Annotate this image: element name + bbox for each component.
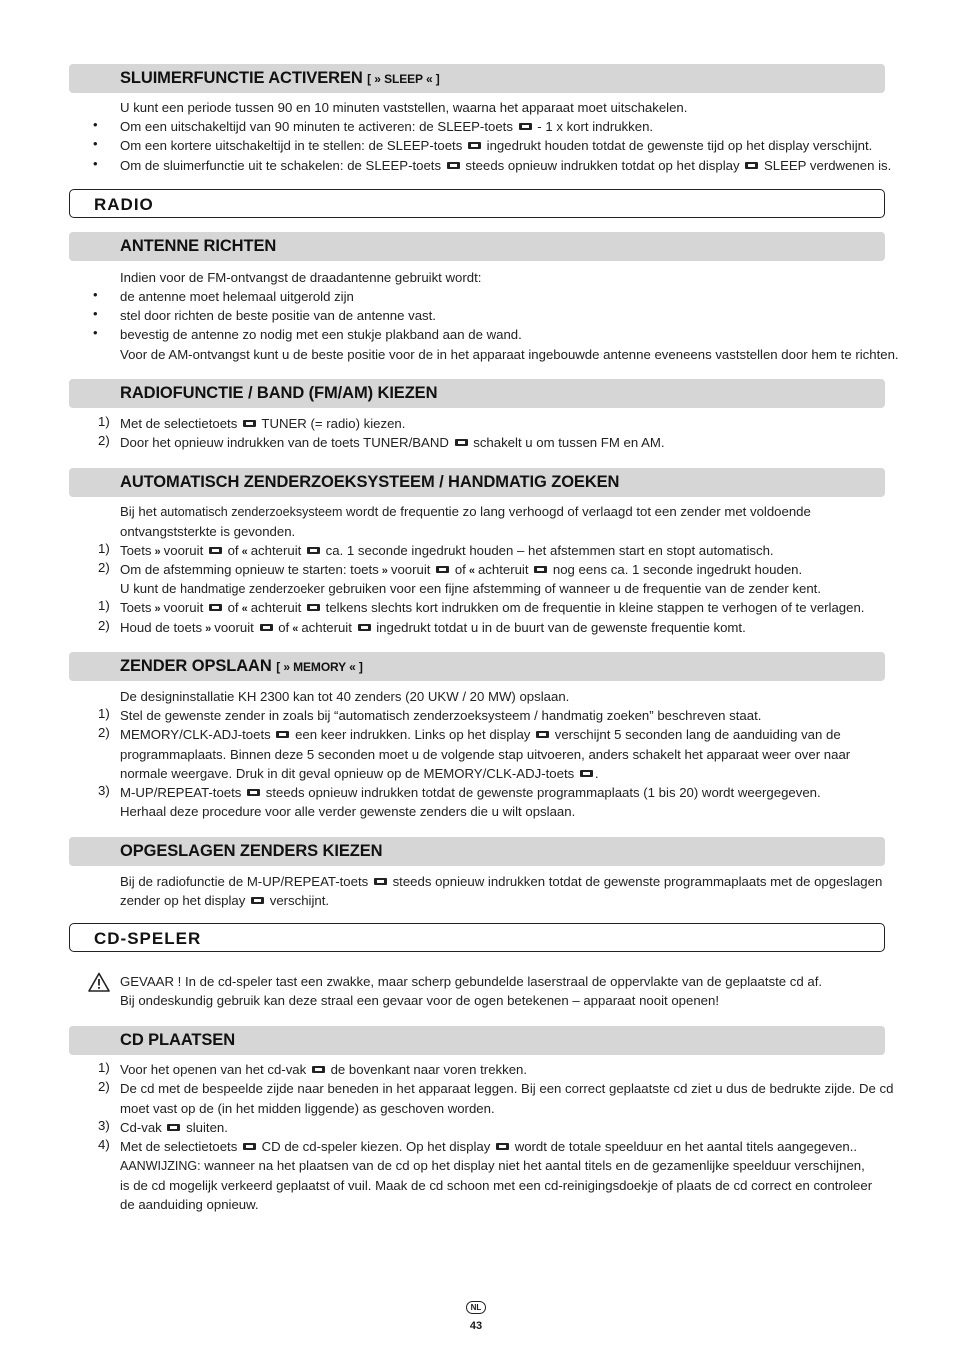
- step-number: 2): [98, 1079, 110, 1094]
- step-text: de aanduiding opnieuw.: [120, 1197, 259, 1212]
- step-text: Cd-vak sluiten.: [120, 1120, 228, 1135]
- back-icon: «: [241, 603, 248, 615]
- heading-text: CD PLAATSEN: [120, 1031, 236, 1049]
- bullet-text: bevestig de antenne zo nodig met een stukje plakband aan de wand.: [120, 327, 522, 342]
- warning-text: Bij ondeskundig gebruik kan deze straal een gevaar voor de ogen betekenen – apparaat nooit openen!: [120, 993, 720, 1008]
- step-number: 2): [98, 433, 110, 448]
- step-text: Toets » vooruit of « achteruit ca. 1 seconde ingedrukt houden – het afstemmen start en stopt automatisch.: [120, 543, 774, 558]
- forward-icon: »: [381, 565, 388, 577]
- paragraph: Indien voor de FM-ontvangst de draadantenne gebruikt wordt:: [120, 270, 482, 285]
- language-badge: NL: [466, 1301, 486, 1314]
- step-number: 3): [98, 1118, 110, 1133]
- bullet: •: [93, 136, 98, 151]
- step-text: Houd de toets » vooruit of « achteruit ingedrukt totdat u in de buurt van de gewenste frequentie komt.: [120, 620, 746, 635]
- paragraph: Voor de AM-ontvangst kunt u de beste positie voor de in het apparaat ingebouwde antenne eveneens vaststellen door hem te richten.: [120, 347, 899, 362]
- bullet: •: [93, 325, 98, 340]
- page-number: 43: [469, 1320, 483, 1332]
- chapter-heading-radio: [69, 189, 885, 218]
- display-icon: [251, 897, 264, 904]
- key-icon: [167, 1124, 180, 1131]
- section-heading-antenne: [69, 232, 885, 261]
- key-icon: [307, 547, 320, 554]
- step-number: 2): [98, 560, 110, 575]
- section-heading-sleep: [69, 64, 885, 93]
- step-number: 1): [98, 541, 110, 556]
- key-icon: [260, 624, 273, 631]
- section-heading-memory: [69, 652, 885, 681]
- chapter-heading-cd: [69, 923, 885, 952]
- section-heading-band: [69, 379, 885, 408]
- paragraph: ontvangststerkte is gevonden.: [120, 524, 296, 539]
- key-icon: [209, 604, 222, 611]
- bullet-text: Om een uitschakeltijd van 90 minuten te activeren: de SLEEP-toets - 1 x kort indrukken.: [120, 119, 654, 134]
- bullet: •: [93, 156, 98, 171]
- step-number: 4): [98, 1137, 110, 1152]
- step-text: Om de afstemming opnieuw te starten: toets » vooruit of « achteruit nog eens ca. 1 seconde ingedrukt houden.: [120, 562, 803, 577]
- key-icon: [374, 878, 387, 885]
- chapter-title: RADIO: [94, 195, 154, 214]
- key-icon: [307, 604, 320, 611]
- key-icon: [312, 1066, 325, 1073]
- key-icon: [243, 420, 256, 427]
- display-icon: [745, 162, 758, 169]
- back-icon: «: [468, 565, 475, 577]
- bullet-text: de antenne moet helemaal uitgerold zijn: [120, 289, 354, 304]
- key-icon: [455, 439, 468, 446]
- step-text: De cd met de bespeelde zijde naar beneden in het apparaat leggen. Bij een correct geplaatste cd ziet u dus de bedrukte zijde. De cd: [120, 1081, 894, 1096]
- heading-text: RADIOFUNCTIE / BAND (FM/AM) KIEZEN: [120, 384, 438, 402]
- key-icon: [358, 624, 371, 631]
- step-text: AANWIJZING: wanneer na het plaatsen van de cd op het display niet het aantal titels en de gezamenlijke speelduur verschijnen,: [120, 1158, 865, 1173]
- forward-icon: »: [154, 603, 161, 615]
- forward-icon: »: [205, 623, 212, 635]
- key-icon: [519, 123, 532, 130]
- back-icon: «: [292, 623, 299, 635]
- step-number: 2): [98, 618, 110, 633]
- paragraph: U kunt de handmatige zenderzoeker gebruiken voor een fijne afstemming of wanneer u de frequentie van de zender kent.: [120, 581, 821, 596]
- warning-icon: [88, 972, 110, 992]
- forward-icon: »: [154, 546, 161, 558]
- step-text: Toets » vooruit of « achteruit telkens slechts kort indrukken om de frequentie in kleine stappen te verhogen of te verlagen.: [120, 600, 865, 615]
- step-text: M-UP/REPEAT-toets steeds opnieuw indrukken totdat de gewenste programmaplaats (1 bis 20) wordt weergegeven.: [120, 785, 821, 800]
- step-text: Voor het openen van het cd-vak de bovenkant naar voren trekken.: [120, 1062, 528, 1077]
- step-number: 1): [98, 414, 110, 429]
- step-text: normale weergave. Druk in dit geval opnieuw op de MEMORY/CLK-ADJ-toets .: [120, 766, 599, 781]
- heading-text: ANTENNE RICHTEN: [120, 237, 277, 255]
- bullet-text: Om een kortere uitschakeltijd in te stellen: de SLEEP-toets ingedrukt houden totdat de gewenste tijd op het display verschijnt.: [120, 138, 873, 153]
- key-icon: [447, 162, 460, 169]
- paragraph: De designinstallatie KH 2300 kan tot 40 zenders (20 UKW / 20 MW) opslaan.: [120, 689, 570, 704]
- heading-tag: [ » SLEEP « ]: [367, 72, 440, 86]
- step-number: 2): [98, 725, 110, 740]
- key-icon: [209, 547, 222, 554]
- heading-text: AUTOMATISCH ZENDERZOEKSYSTEEM / HANDMATIG ZOEKEN: [120, 473, 620, 491]
- step-text: MEMORY/CLK-ADJ-toets een keer indrukken. Links op het display verschijnt 5 seconden lang de aanduiding van de: [120, 727, 841, 742]
- section-heading-opgeslagen: [69, 837, 885, 866]
- section-heading-auto: [69, 468, 885, 497]
- bullet-text: stel door richten de beste positie van de antenne vast.: [120, 308, 436, 323]
- key-icon: [243, 1143, 256, 1150]
- key-icon: [276, 731, 289, 738]
- step-text: Stel de gewenste zender in zoals bij “automatisch zenderzoeksysteem / handmatig zoeken” beschreven staat.: [120, 708, 762, 723]
- key-icon: [468, 142, 481, 149]
- key-icon: [534, 566, 547, 573]
- paragraph: Bij het automatisch zenderzoeksysteem wordt de frequentie zo lang verhoogd of verlaagd tot een zender met voldoende: [120, 504, 811, 519]
- step-number: 1): [98, 598, 110, 613]
- step-number: 3): [98, 783, 110, 798]
- section-heading-plaatsen: [69, 1026, 885, 1055]
- heading-text: SLUIMERFUNCTIE ACTIVEREN: [120, 69, 363, 87]
- bullet: •: [93, 287, 98, 302]
- step-text: programmaplaats. Binnen deze 5 seconden moet u de volgende stap uitvoeren, anders schakelt het apparaat weer over naar: [120, 747, 851, 762]
- bullet: •: [93, 306, 98, 321]
- key-icon: [580, 770, 593, 777]
- heading-tag: [ » MEMORY « ]: [276, 660, 363, 674]
- paragraph: U kunt een periode tussen 90 en 10 minuten vaststellen, waarna het apparaat moet uitschakelen.: [120, 100, 688, 115]
- back-icon: «: [241, 546, 248, 558]
- step-text: Met de selectietoets TUNER (= radio) kiezen.: [120, 416, 406, 431]
- bullet-text: Om de sluimerfunctie uit te schakelen: de SLEEP-toets steeds opnieuw indrukken totdat op het display SLEEP verdwenen is.: [120, 158, 892, 173]
- step-text: Herhaal deze procedure voor alle verder gewenste zenders die u wilt opslaan.: [120, 804, 576, 819]
- step-text: Met de selectietoets CD de cd-speler kiezen. Op het display wordt de totale speelduur en het aantal titels aangegeven..: [120, 1139, 858, 1154]
- step-text: Door het opnieuw indrukken van de toets TUNER/BAND schakelt u om tussen FM en AM.: [120, 435, 665, 450]
- warning-text: GEVAAR ! In de cd-speler tast een zwakke, maar scherp gebundelde laserstraal de oppervlakte van de geplaatste cd af.: [120, 974, 823, 989]
- key-icon: [247, 789, 260, 796]
- bullet: •: [93, 117, 98, 132]
- display-icon: [536, 731, 549, 738]
- heading-text: ZENDER OPSLAAN: [120, 657, 272, 675]
- chapter-title: CD-SPELER: [94, 929, 202, 948]
- paragraph: zender op het display verschijnt.: [120, 893, 330, 908]
- heading-text: OPGESLAGEN ZENDERS KIEZEN: [120, 842, 383, 860]
- step-text: is de cd mogelijk verkeerd geplaatst of vuil. Maak de cd schoon met een cd-reinigingsdoekje of plaats de cd correct en controleer: [120, 1178, 873, 1193]
- step-number: 1): [98, 706, 110, 721]
- step-number: 1): [98, 1060, 110, 1075]
- display-icon: [496, 1143, 509, 1150]
- paragraph: Bij de radiofunctie de M-UP/REPEAT-toets steeds opnieuw indrukken totdat de gewenste programmaplaats met de opgeslagen: [120, 874, 883, 889]
- key-icon: [436, 566, 449, 573]
- step-text: moet vast op de (in het midden liggende) as geschoven worden.: [120, 1101, 495, 1116]
